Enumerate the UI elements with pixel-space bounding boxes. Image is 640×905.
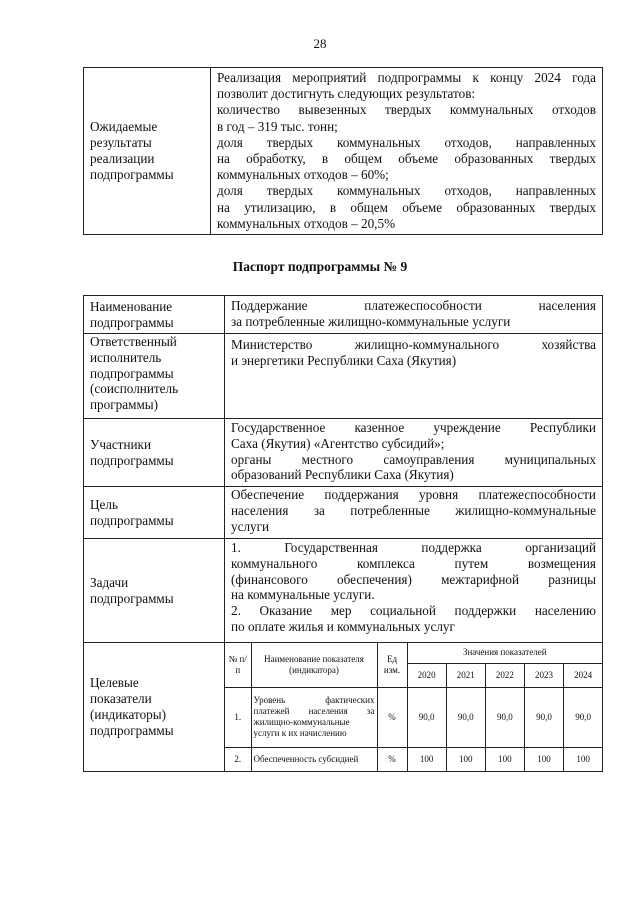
header-unit: Ед изм. [377,643,407,687]
header-num: № п/п [225,643,251,687]
header-year: 2023 [524,663,563,687]
results-table [83,67,603,235]
row-value: 100 [564,747,602,771]
row-unit: % [377,687,407,747]
label-line: Наименование [90,298,173,314]
results-line: коммунальных отходов – 60%; [217,167,389,183]
passport-row-participants [84,419,603,487]
value-line: Обеспечение поддержания уровня платежеспособности [231,487,596,502]
label-line: (индикаторы) [90,707,167,722]
row-value: 90,0 [446,687,485,747]
row-num: 1. [225,687,251,747]
row-indicator-name: Уровень фактических платежей населения за жилищно-коммунальные услуги к их начислению [251,687,377,747]
label-line: подпрограммы [90,512,174,528]
row-value: 90,0 [407,687,446,747]
value-line: 1. Государственная поддержка организаций [231,540,596,555]
results-label-line: подпрограммы [90,167,174,183]
value-line: Саха (Якутия) «Агентство субсидий»; [231,435,445,451]
row-unit: % [377,747,407,771]
value-line: по оплате жилья и коммунальных услуг [231,618,455,634]
passport-row-goal [84,487,603,539]
goal-label-cell [84,487,225,539]
value-line: за потребленные жилищно-коммунальные услуги [231,313,511,329]
row-indicator-name: Обеспеченность субсидией [251,747,377,771]
page-number: 28 [313,36,327,51]
label-line: (соисполнитель [90,381,179,397]
results-label-cell [84,68,211,235]
participants-value-cell [225,419,603,487]
row-value: 90,0 [485,687,524,747]
header-year: 2020 [407,663,446,687]
participants-label-cell [84,419,225,487]
table-row [225,687,602,747]
header-year: 2024 [564,663,602,687]
results-value-cell [211,68,603,235]
header-year: 2022 [485,663,524,687]
value-line: на коммунальные услуги. [231,587,375,603]
results-line: количество вывезенных твердых коммунальных отходов [217,102,596,118]
value-line: образований Республики Саха (Якутия) [231,467,454,483]
header-values-group: Значения показателей [407,643,602,663]
passport-title: Паспорт подпрограммы № 9 [232,259,408,274]
value-line: Министерство жилищно-коммунального хозяйства [231,337,596,352]
value-line: услуги [231,518,270,534]
executor-value-cell [225,334,603,419]
value-line: Поддержание платежеспособности населения [231,298,596,313]
row-num: 2. [225,747,251,771]
table-row [225,747,602,771]
value-line: Государственное казенное учреждение Республики [231,420,596,435]
value-line: коммунального комплекса путем возмещения [231,555,596,571]
passport-row-name [84,296,603,334]
targets-value-cell [225,643,603,772]
results-line: Реализация мероприятий подпрограммы к концу 2024 года [217,70,596,85]
name-label-cell [84,296,225,334]
header-year: 2021 [446,663,485,687]
results-line: доля твердых коммунальных отходов, направленных [217,134,596,150]
passport-row-targets [84,643,603,772]
executor-label-cell [84,334,225,419]
row-value: 100 [446,747,485,771]
value-line: населения за потребленные жилищно-коммунальные [231,502,596,518]
label-line: Ответственный [90,334,177,349]
passport-row-executor [84,334,603,419]
results-line: коммунальных отходов – 20,5% [217,215,396,231]
label-line: Целевые [90,675,139,691]
row-value: 100 [407,747,446,771]
value-line: (финансового обеспечения) межтарифной разницы [231,571,596,587]
tasks-value-cell [225,539,603,643]
label-line: показатели [90,691,152,707]
row-value: 100 [485,747,524,771]
results-line: в год – 319 тыс. тонн; [217,118,338,134]
results-label-line: результаты [90,134,152,150]
passport-table [83,295,603,772]
label-line: подпрограммы [90,590,174,606]
label-line: подпрограммы [90,722,174,738]
results-line: доля твердых коммунальных отходов, направленных [217,183,596,199]
row-value: 100 [524,747,563,771]
tasks-label-cell [84,539,225,643]
value-line: органы местного самоуправления муниципальных [231,451,596,467]
label-line: Цель [90,496,118,512]
row-value: 90,0 [524,687,563,747]
results-label-line: Ожидаемые [90,118,158,134]
value-line: и энергетики Республики Саха (Якутия) [231,352,457,368]
label-line: подпрограммы [90,365,174,381]
results-line: на утилизацию, в общем объеме образованных твердых [217,199,596,215]
label-line: Задачи [90,574,129,590]
row-value: 90,0 [564,687,602,747]
passport-row-tasks [84,539,603,643]
label-line: Участники [90,436,152,452]
header-indicator-name: Наименование показателя (индикатора) [251,643,377,687]
results-line: позволит достигнуть следующих результатов: [217,86,476,102]
label-line: подпрограммы [90,314,174,330]
name-value-cell [225,296,603,334]
results-label-line: реализации [90,151,155,167]
results-line: на обработку, в общем объеме образованных твердых [217,151,596,167]
indicators-table [225,643,602,771]
label-line: программы) [90,397,159,413]
targets-label-cell [84,643,225,772]
value-line: 2. Оказание мер социальной поддержки населению [231,603,596,619]
label-line: подпрограммы [90,452,174,468]
label-line: исполнитель [90,349,162,365]
goal-value-cell [225,487,603,539]
